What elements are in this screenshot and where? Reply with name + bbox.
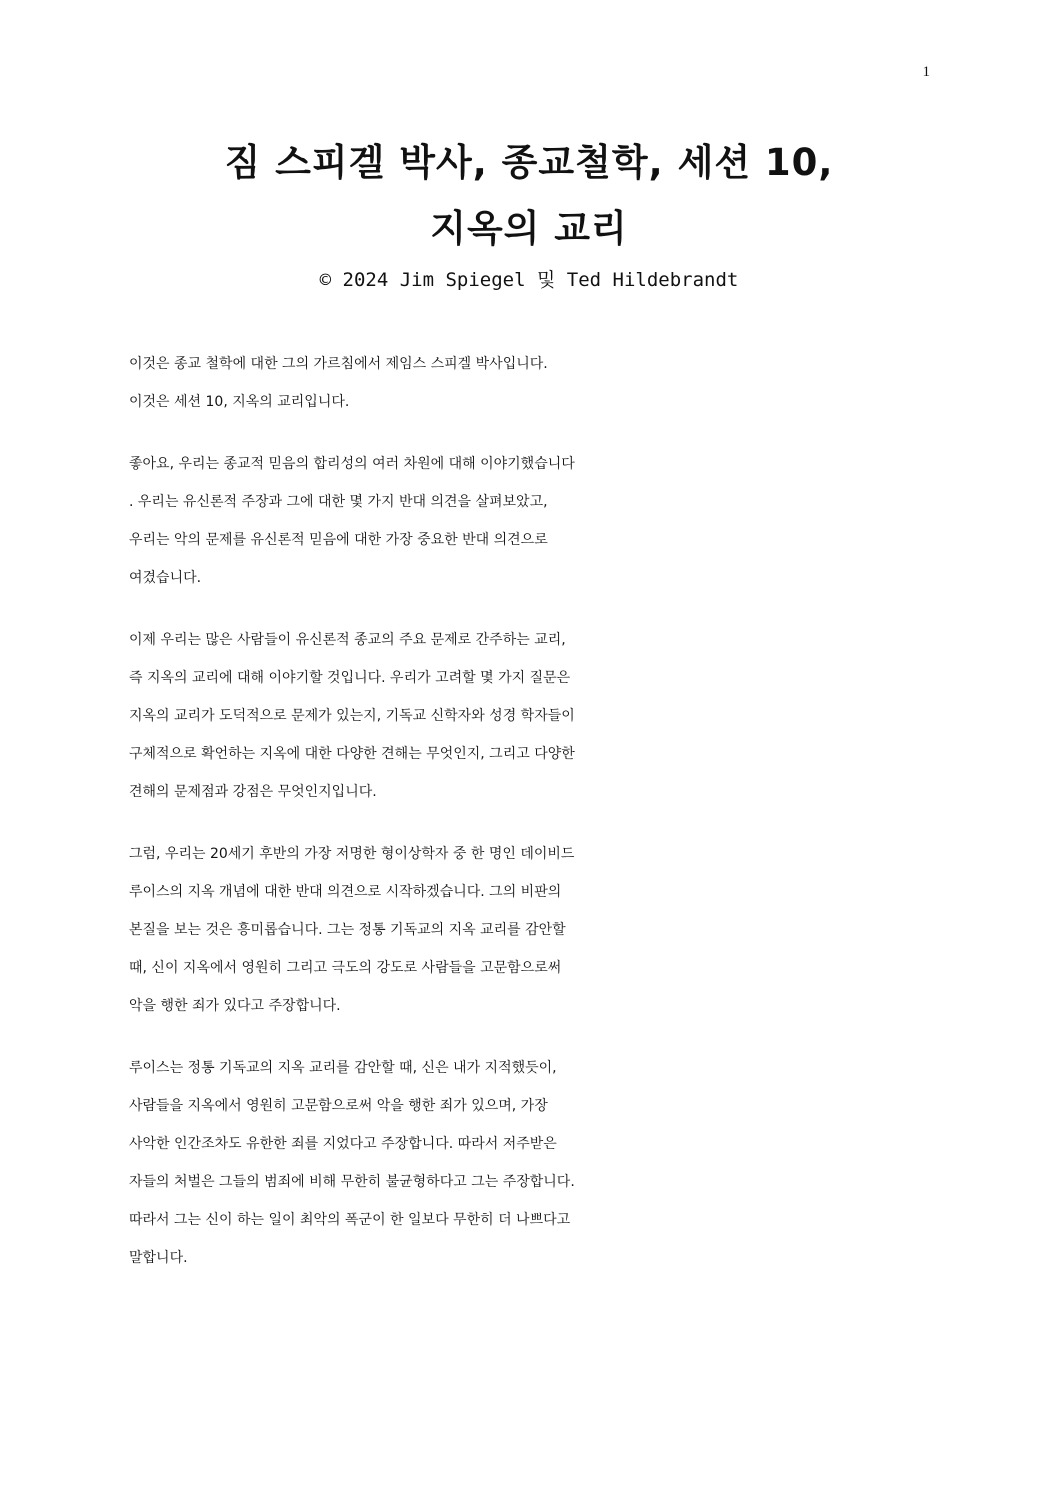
paragraph [129, 835, 929, 1025]
paragraph [129, 1049, 929, 1277]
text-line: 말합니다. [129, 1250, 188, 1266]
text-line: 이것은 종교 철학에 대한 그의 가르침에서 제임스 스피겔 박사입니다. [129, 356, 548, 372]
text-line: 구체적으로 확언하는 지옥에 대한 다양한 견해는 무엇인지, 그리고 다양한 [129, 746, 575, 762]
text-line: 루이스의 지옥 개념에 대한 반대 의견으로 시작하겠습니다. 그의 비판의 [129, 884, 562, 900]
text-line: 여겼습니다. [129, 570, 202, 586]
text-line: 악을 행한 죄가 있다고 주장합니다. [129, 998, 341, 1014]
text-line: 이것은 세션 10, 지옥의 교리입니다. [129, 394, 350, 410]
copyright-notice: © 2024 Jim Spiegel 및 Ted Hildebrandt [319, 269, 739, 291]
paragraph [129, 621, 929, 811]
text-line: 때, 신이 지옥에서 영원히 그리고 극도의 강도로 사람들을 고문함으로써 [129, 960, 562, 976]
title-line-2: 지옥의 교리 [430, 207, 628, 250]
paragraph [129, 445, 929, 597]
title-line-1: 짐 스피겔 박사, 종교철학, 세션 10, [224, 141, 834, 184]
text-line: 사람들을 지옥에서 영원히 고문함으로써 악을 행한 죄가 있으며, 가장 [129, 1098, 548, 1114]
text-line: 그럼, 우리는 20세기 후반의 가장 저명한 형이상학자 중 한 명인 데이비드 [129, 846, 575, 862]
transcript-body [129, 345, 929, 1301]
text-line: 견해의 문제점과 강점은 무엇인지입니다. [129, 784, 377, 800]
text-line: 지옥의 교리가 도덕적으로 문제가 있는지, 기독교 신학자와 성경 학자들이 [129, 708, 575, 724]
text-line: . 우리는 유신론적 주장과 그에 대한 몇 가지 반대 의견을 살펴보았고, [129, 494, 548, 510]
document-title [0, 130, 1058, 262]
text-line: 즉 지옥의 교리에 대해 이야기할 것입니다. 우리가 고려할 몇 가지 질문은 [129, 670, 571, 686]
text-line: 자들의 처벌은 그들의 범죄에 비해 무한히 불균형하다고 그는 주장합니다. [129, 1174, 575, 1190]
text-line: 사악한 인간조차도 유한한 죄를 지었다고 주장합니다. 따라서 저주받은 [129, 1136, 557, 1152]
text-line: 좋아요, 우리는 종교적 믿음의 합리성의 여러 차원에 대해 이야기했습니다 [129, 456, 575, 472]
page-number: 1 [922, 64, 930, 80]
text-line: 루이스는 정통 기독교의 지옥 교리를 감안할 때, 신은 내가 지적했듯이, [129, 1060, 557, 1076]
text-line: 본질을 보는 것은 흥미롭습니다. 그는 정통 기독교의 지옥 교리를 감안할 [129, 922, 566, 938]
text-line: 이제 우리는 많은 사람들이 유신론적 종교의 주요 문제로 간주하는 교리, [129, 632, 566, 648]
paragraph [129, 345, 929, 421]
text-line: 우리는 악의 문제를 유신론적 믿음에 대한 가장 중요한 반대 의견으로 [129, 532, 548, 548]
text-line: 따라서 그는 신이 하는 일이 최악의 폭군이 한 일보다 무한히 더 나쁘다고 [129, 1212, 571, 1228]
